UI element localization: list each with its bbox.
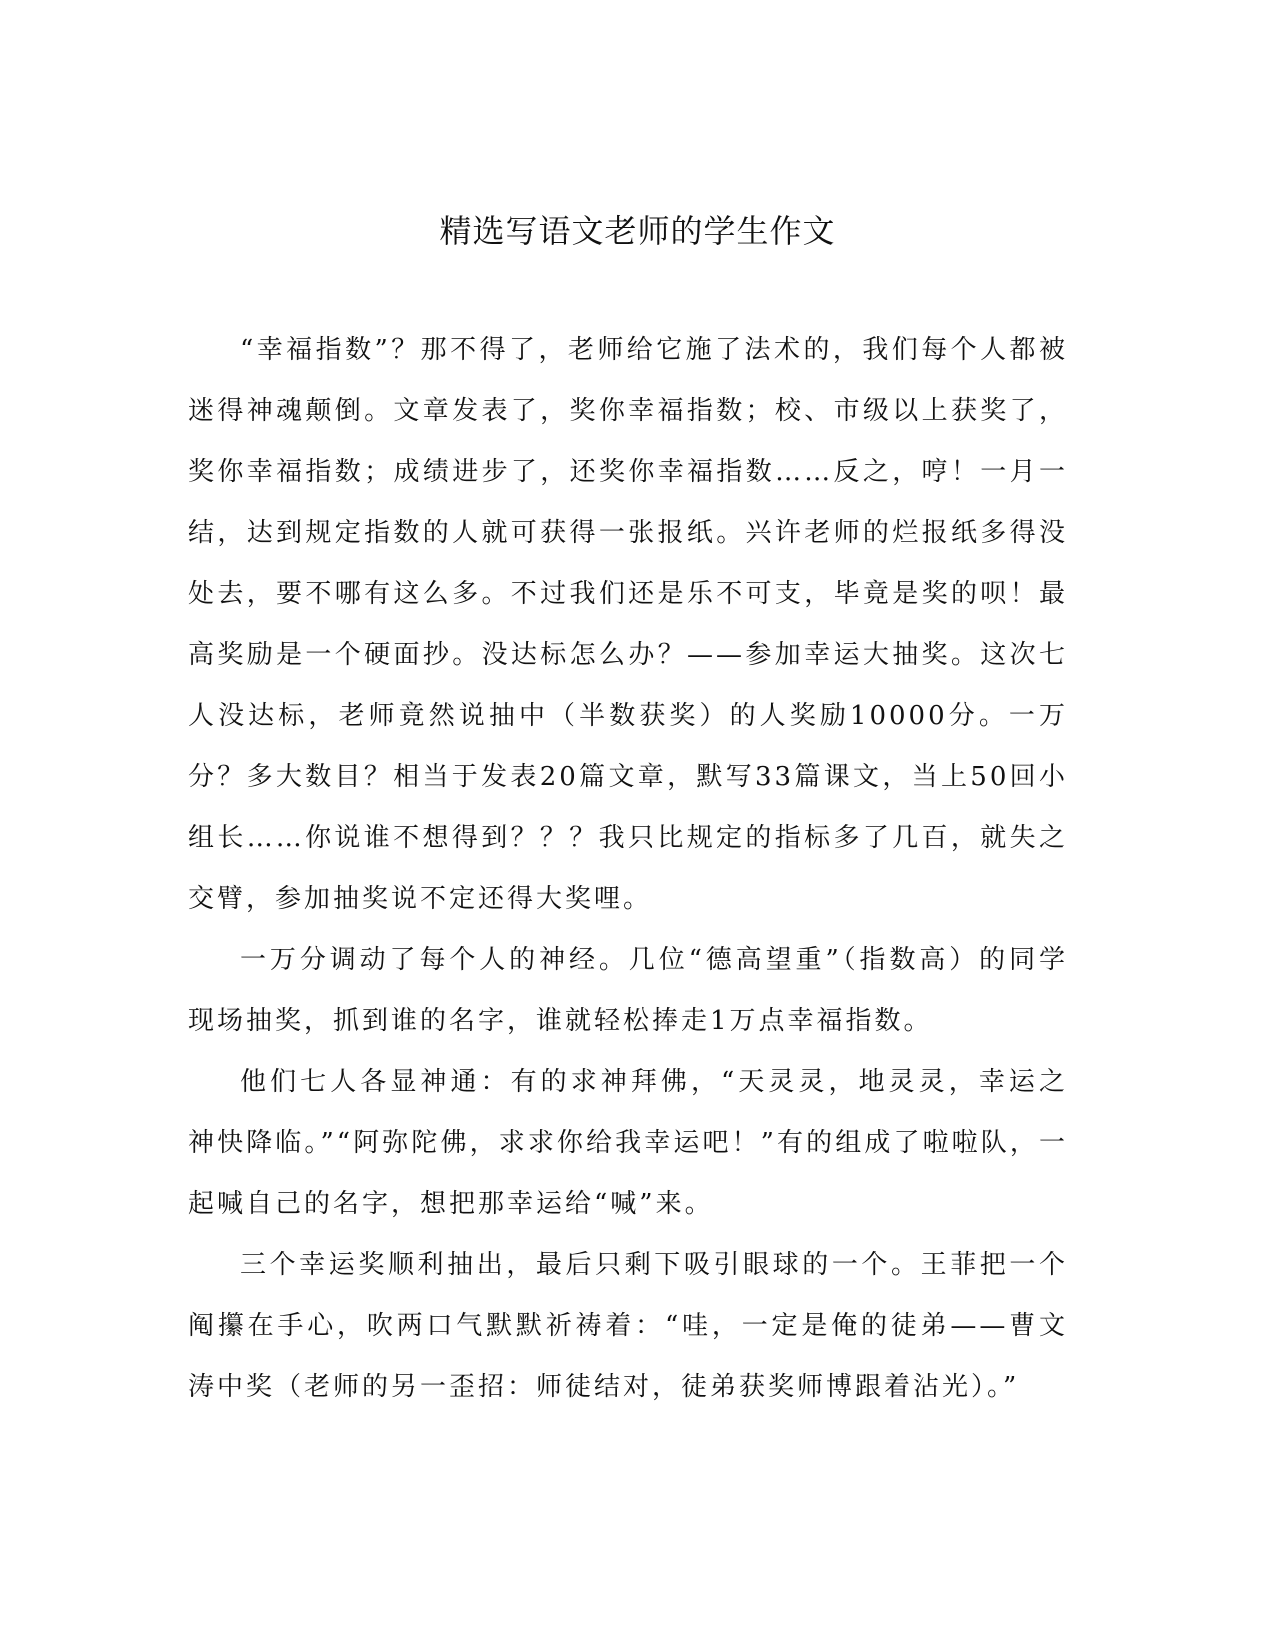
document-body <box>188 320 1068 1418</box>
paragraph: 他们七人各显神通：有的求神拜佛，“天灵灵，地灵灵，幸运之神快降临。”“阿弥陀佛，求求你给我幸运吧！”有的组成了啦啦队，一起喊自己的名字，想把那幸运给“喊”来。 <box>188 1067 1068 1219</box>
paragraph: “幸福指数”？那不得了，老师给它施了法术的，我们每个人都被迷得神魂颠倒。文章发表了，奖你幸福指数；校、市级以上获奖了，奖你幸福指数；成绩进步了，还奖你幸福指数……反之，哼！一月一结，达到规定指数的人就可获得一张报纸。兴许老师的烂报纸多得没处去，要不哪有这么多。不过我们还是乐不可支，毕竟是奖的呗！最高奖励是一个硬面抄。没达标怎么办？——参加幸运大抽奖。这次七人没达标，老师竟然说抽中（半数获奖）的人奖励10000分。一万分？多大数目？相当于发表20篇文章，默写33篇课文，当上50回小组长……你说谁不想得到？？？我只比规定的指标多了几百，就失之交臂，参加抽奖说不定还得大奖哩。 <box>188 335 1068 914</box>
paragraph: 三个幸运奖顺利抽出，最后只剩下吸引眼球的一个。王菲把一个阄攥在手心，吹两口气默默祈祷着：“哇，一定是俺的徒弟——曹文涛中奖（老师的另一歪招：师徒结对，徒弟获奖师博跟着沾光）。” <box>188 1250 1068 1402</box>
document-title: 精选写语文老师的学生作文 <box>439 212 836 250</box>
paragraph: 一万分调动了每个人的神经。几位“德高望重”（指数高）的同学现场抽奖，抓到谁的名字，谁就轻松捧走1万点幸福指数。 <box>188 945 1068 1036</box>
